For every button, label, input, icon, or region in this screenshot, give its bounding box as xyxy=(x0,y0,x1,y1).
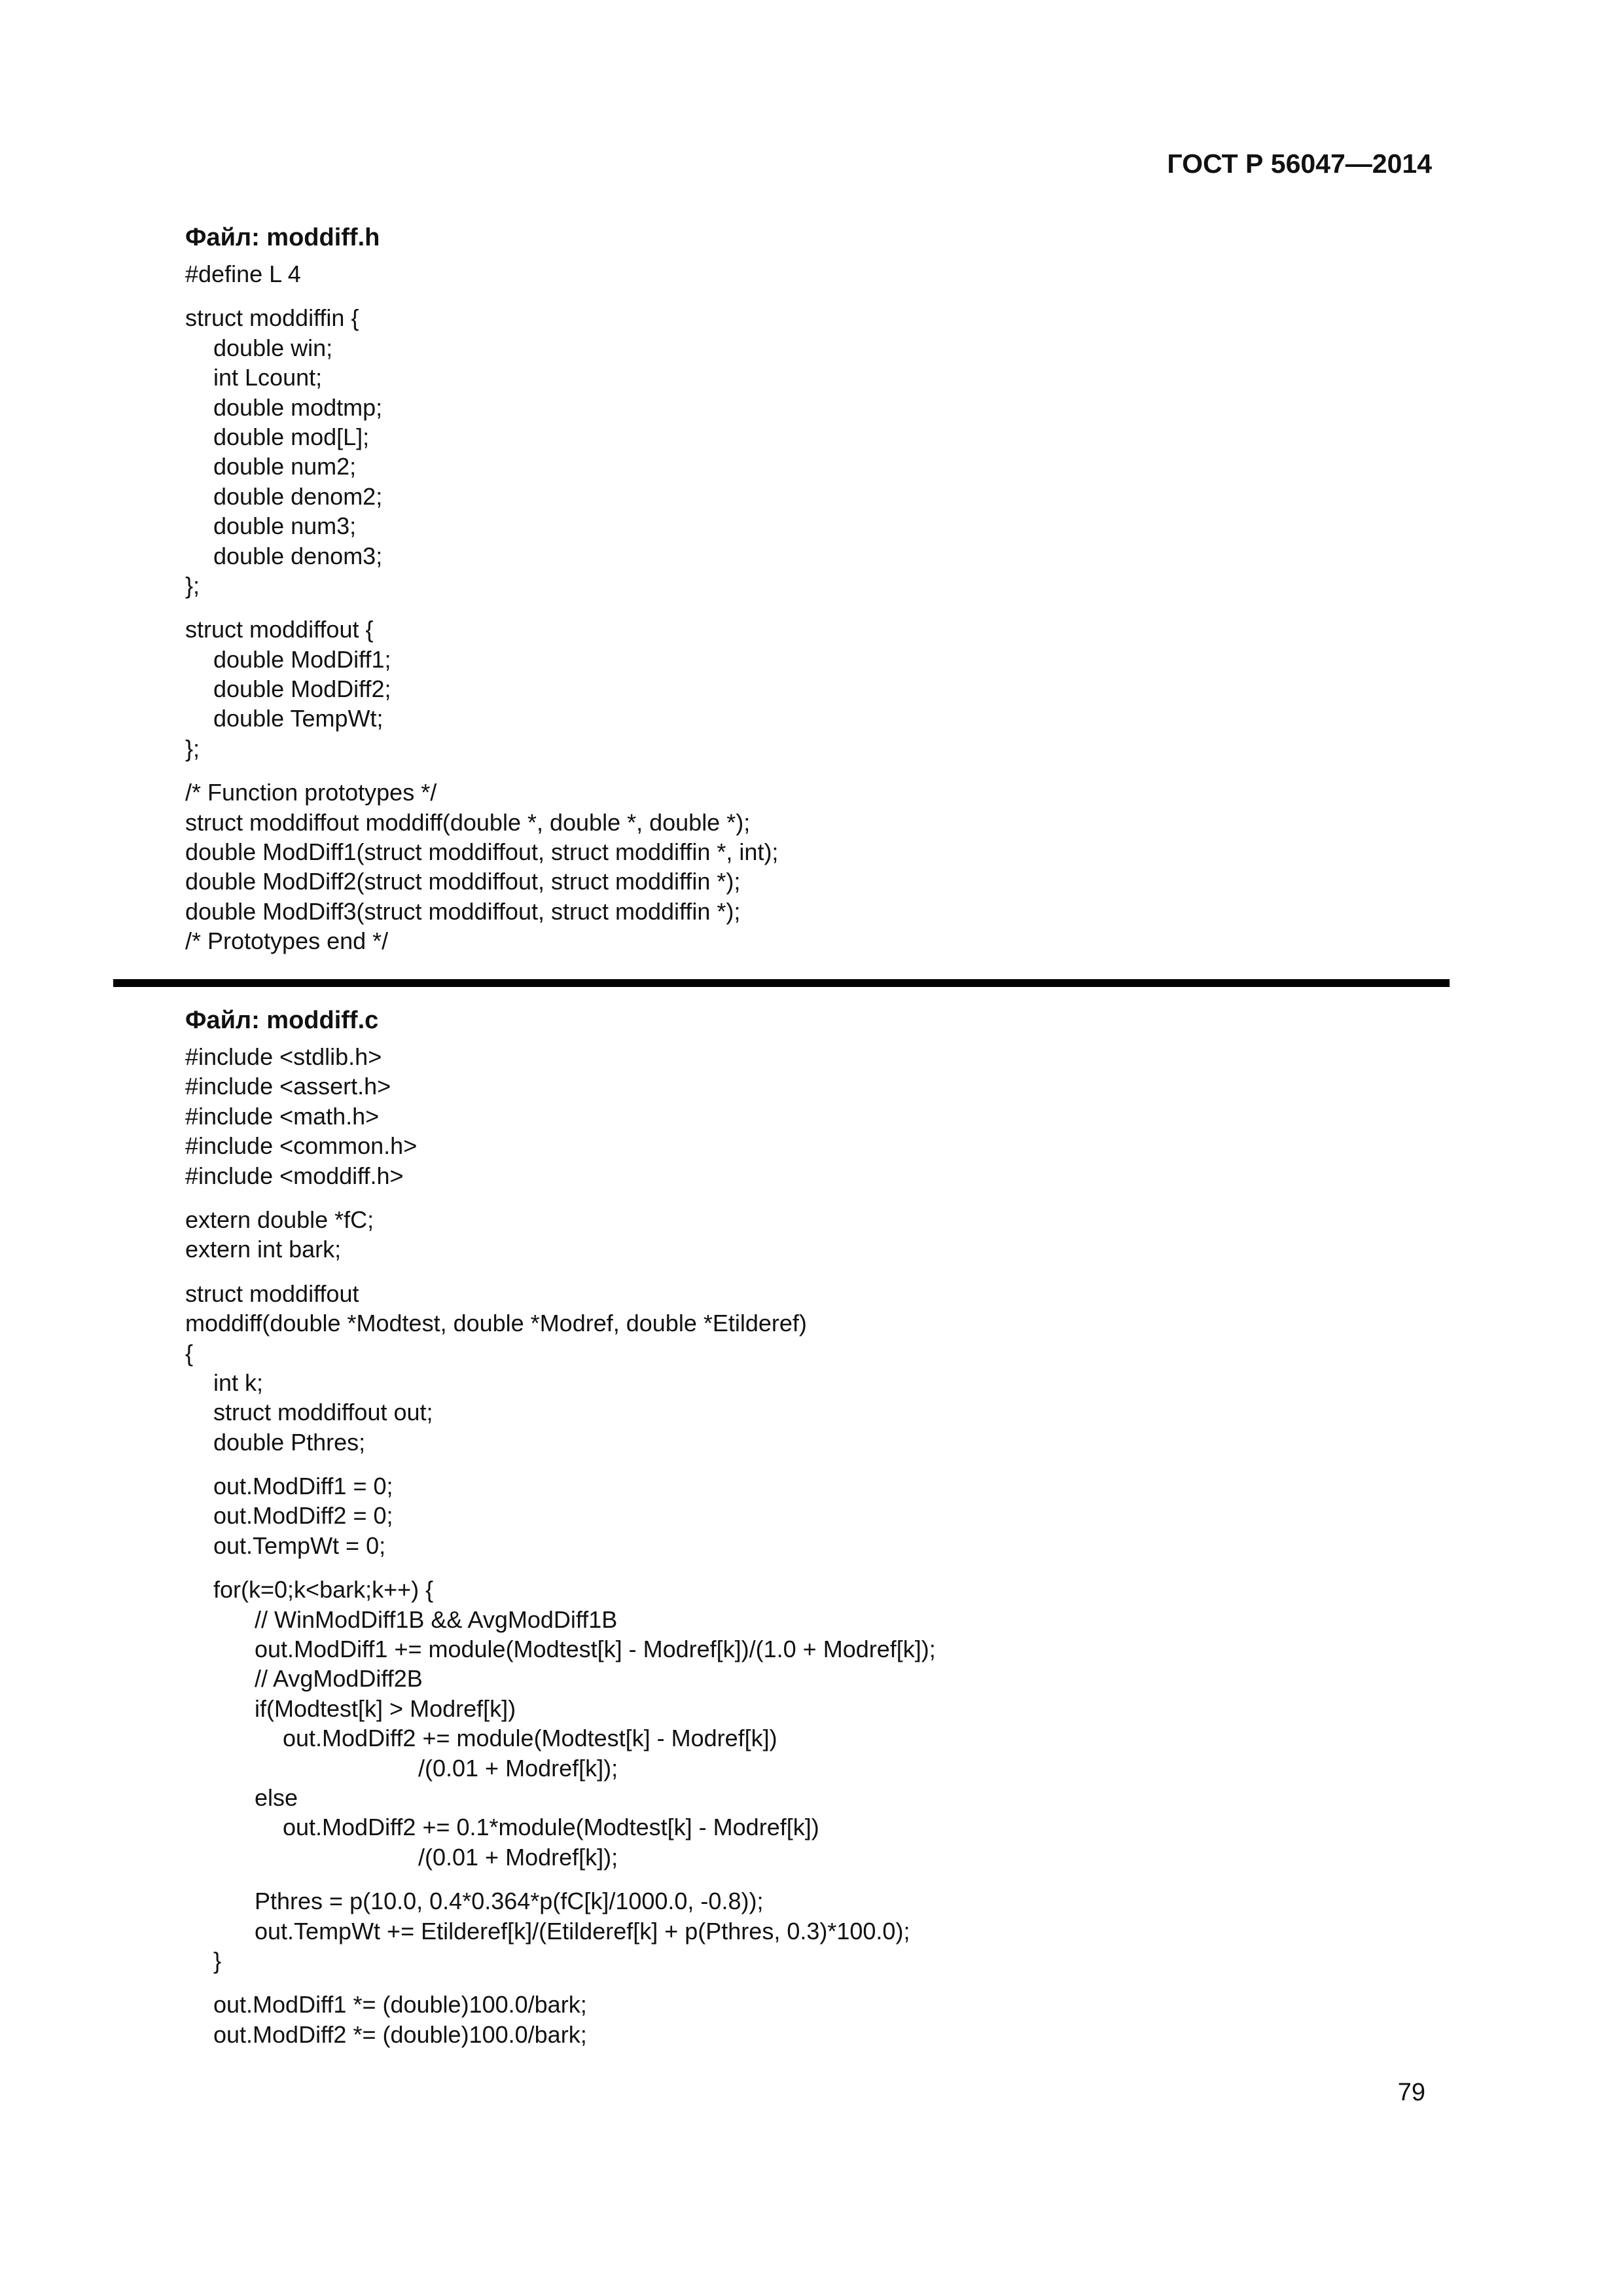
code-line: { xyxy=(185,1339,194,1367)
code-line: }; xyxy=(185,571,200,599)
code-line: /(0.01 + Modref[k]); xyxy=(418,1754,618,1782)
code-line: double Pthres; xyxy=(213,1428,366,1456)
code-line: extern double *fC; xyxy=(185,1206,374,1233)
code-block-moddiff-h xyxy=(185,259,1433,956)
code-line: /* Function prototypes */ xyxy=(185,779,437,806)
code-line: if(Modtest[k] > Modref[k]) xyxy=(255,1695,516,1722)
code-line: #include <math.h> xyxy=(185,1102,380,1130)
file-title-moddiff-h: Файл: moddiff.h xyxy=(185,224,380,251)
code-line: double denom2; xyxy=(213,482,383,510)
code-line: double ModDiff2; xyxy=(213,675,391,703)
code-line: // AvgModDiff2B xyxy=(255,1665,423,1693)
code-block-moddiff-c xyxy=(185,1042,1433,2049)
code-line: out.ModDiff2 += 0.1*module(Modtest[k] - Modref[k]) xyxy=(283,1814,819,1841)
code-line: Pthres = p(10.0, 0.4*0.364*p(fC[k]/1000.0, -0.8)); xyxy=(255,1888,764,1915)
code-line: moddiff(double *Modtest, double *Modref, double *Etilderef) xyxy=(185,1310,807,1337)
code-line: double denom3; xyxy=(213,542,383,569)
code-line: // WinModDiff1B && AvgModDiff1B xyxy=(255,1605,618,1633)
code-line: struct moddiffin { xyxy=(185,304,359,332)
code-line: double mod[L]; xyxy=(213,423,370,450)
code-line: #include <assert.h> xyxy=(185,1073,391,1100)
code-line: } xyxy=(213,1946,222,1974)
code-line: #include <common.h> xyxy=(185,1132,418,1160)
section-divider xyxy=(113,979,1450,987)
standard-number: ГОСТ Р 56047—2014 xyxy=(1167,149,1432,179)
page-number: 79 xyxy=(1397,2079,1425,2106)
code-line: double num2; xyxy=(213,453,357,480)
code-line: #include <stdlib.h> xyxy=(185,1043,382,1070)
code-line: out.ModDiff2 *= (double)100.0/bark; xyxy=(213,2020,587,2048)
code-line: struct moddiffout { xyxy=(185,616,374,643)
code-line: out.ModDiff1 += module(Modtest[k] - Modref[k])/(1.0 + Modref[k]); xyxy=(255,1636,936,1663)
code-line: out.TempWt += Etilderef[k]/(Etilderef[k] + p(Pthres, 0.3)*100.0); xyxy=(255,1917,910,1945)
code-line: out.TempWt = 0; xyxy=(213,1532,386,1559)
code-line: /(0.01 + Modref[k]); xyxy=(418,1843,618,1871)
code-line: out.ModDiff1 = 0; xyxy=(213,1473,393,1500)
code-line: double ModDiff2(struct moddiffout, struct moddiffin *); xyxy=(185,868,741,895)
code-line: double win; xyxy=(213,334,333,361)
code-line: double ModDiff3(struct moddiffout, struct moddiffin *); xyxy=(185,897,741,925)
code-line: extern int bark; xyxy=(185,1236,342,1263)
code-line: }; xyxy=(185,734,200,762)
code-line: #include <moddiff.h> xyxy=(185,1162,404,1189)
code-line: struct moddiffout moddiff(double *, double *, double *); xyxy=(185,808,751,836)
code-line: double modtmp; xyxy=(213,393,383,421)
code-line: /* Prototypes end */ xyxy=(185,927,389,955)
code-line: int Lcount; xyxy=(213,364,323,391)
code-line: int k; xyxy=(213,1369,264,1396)
file-title-moddiff-c: Файл: moddiff.c xyxy=(185,1007,379,1034)
code-line: double num3; xyxy=(213,512,357,540)
code-line: struct moddiffout out; xyxy=(213,1399,433,1426)
code-line: double ModDiff1; xyxy=(213,645,391,673)
code-line: out.ModDiff1 *= (double)100.0/bark; xyxy=(213,1991,587,2018)
code-line: out.ModDiff2 = 0; xyxy=(213,1502,393,1530)
code-line: out.ModDiff2 += module(Modtest[k] - Modref[k]) xyxy=(283,1725,777,1752)
code-line: struct moddiffout xyxy=(185,1280,359,1307)
code-line: for(k=0;k<bark;k++) { xyxy=(213,1576,434,1604)
code-line: double ModDiff1(struct moddiffout, struct moddiffin *, int); xyxy=(185,838,779,866)
code-line: else xyxy=(255,1784,298,1811)
code-line: #define L 4 xyxy=(185,260,301,287)
code-line: double TempWt; xyxy=(213,705,383,732)
